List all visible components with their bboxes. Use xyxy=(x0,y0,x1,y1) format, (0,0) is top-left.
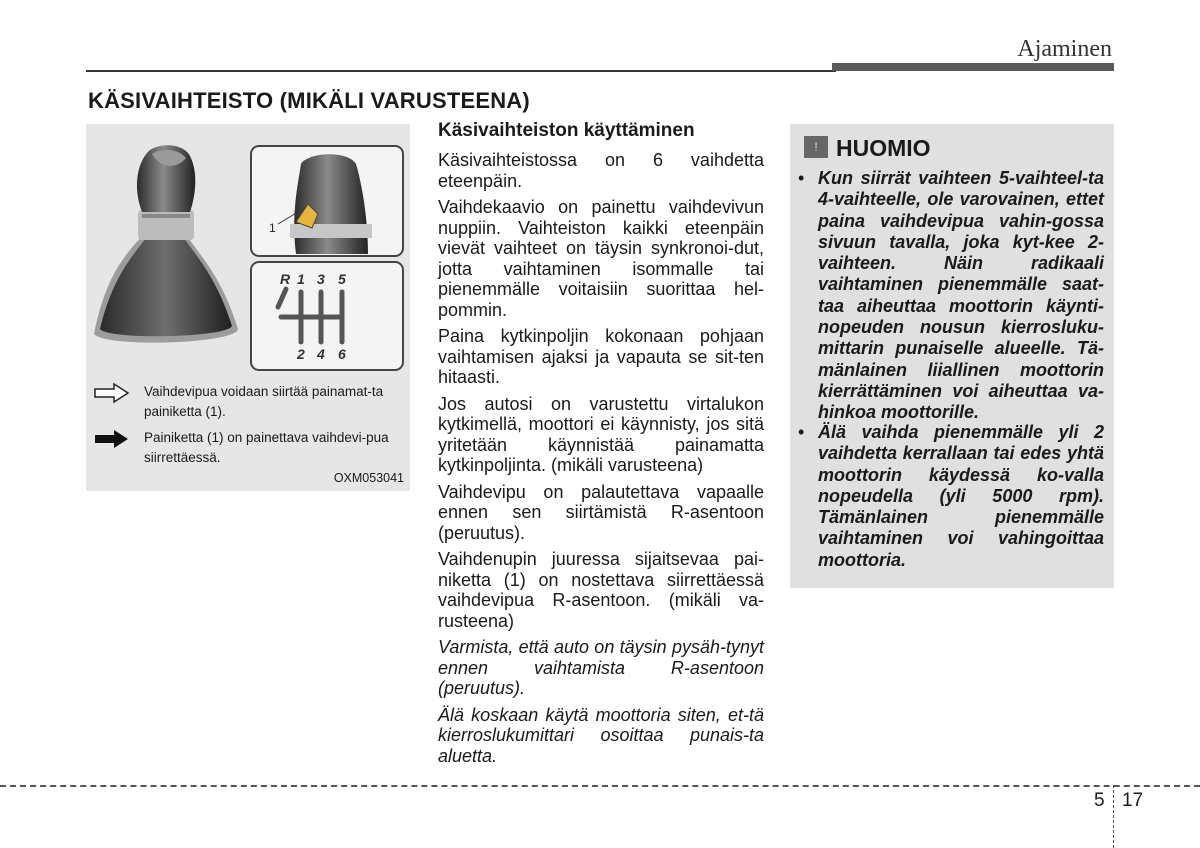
figure xyxy=(86,124,410,491)
warning-paragraph: Älä koskaan käytä moottoria siten, et-tä kierroslukumittari osoittaa punais-ta aluetta. xyxy=(438,704,764,766)
button-detail-inset xyxy=(251,146,403,256)
callout-number: 1 xyxy=(269,221,276,235)
shift-pattern-inset xyxy=(251,262,403,370)
footer-divider xyxy=(1113,785,1114,848)
page-number: 17 xyxy=(1122,790,1144,811)
caution-item-text: Kun siirrät vaihteen 5-vaihteel-ta 4-vaihteelle, ole varovainen, ettet paina vaihdevipua vahin-gossa sivuun tavalla, joka kyt-kee 2-vaihteen. Näin radikaali vaihtaminen pienemmälle saat-taa aiheuttaa moottorin käynti-nopeuden nousun kierrosluku-mittarin punaiselle alueelle. Tä-mänlainen liiallinen moottorin kierrättäminen voi aiheuttaa va-hinkoa moottorille. xyxy=(818,168,1104,423)
subsection-heading: Käsivaihteiston käyttäminen xyxy=(438,120,695,141)
shift-label-5: 5 xyxy=(338,271,346,287)
body-text-column xyxy=(438,120,764,772)
figure-code: OXM053041 xyxy=(333,471,404,485)
shift-label-6: 6 xyxy=(338,346,346,362)
header-rule xyxy=(86,70,836,72)
caution-item-text: Älä vaihda pienemmälle yli 2 vaihdetta kerrallaan tai edes yhtä moottorin käydessä ko-valla nopeudella (yli 5000 rpm). Tämänlainen pienemmälle vaihtaminen voi vahingoittaa moottoria. xyxy=(818,422,1104,570)
paragraph: Vaihdenupin juuressa sijaitsevaa pai-niketta (1) on nostettava siirrettäessä vaihdevipua R-asentoon. (mikäli va-rusteena) xyxy=(438,549,764,631)
warning-paragraph: Varmista, että auto on täysin pysäh-tynyt ennen vaihtamista R-asentoon (peruutus). xyxy=(438,637,764,698)
bullet: • xyxy=(798,168,805,188)
outline-arrow-icon xyxy=(94,382,130,404)
paragraph: Käsivaihteistossa on 6 vaihdetta eteenpäin. xyxy=(438,150,764,191)
paragraph: Vaihdekaavio on painettu vaihdevivun nuppiin. Vaihteiston kaikki eteenpäin vievät vaihteet on täysin synkronoi-dut, jotta vaihtaminen isommalle tai pienemmälle voitaisiin suorittaa hel-pommin. xyxy=(438,197,764,320)
caution-title: HUOMIO xyxy=(836,135,931,161)
chapter-number: 5 xyxy=(1094,790,1105,811)
shift-label-r: R xyxy=(280,271,291,287)
header-rule-accent xyxy=(832,63,1114,71)
bullet: • xyxy=(798,422,805,442)
shift-label-1: 1 xyxy=(297,271,305,287)
paragraph: Vaihdevipu on palautettava vapaalle ennen sen siirtämistä R-asentoon (peruutus). xyxy=(438,481,764,543)
section-title: KÄSIVAIHTEISTO (MIKÄLI VARUSTEENA) xyxy=(88,88,530,113)
solid-arrow-icon xyxy=(94,428,130,450)
paragraph: Paina kytkinpoljin kokonaan pohjaan vaihtamisen ajaksi ja vapauta se sit-ten hitaasti. xyxy=(438,326,764,387)
shift-label-3: 3 xyxy=(317,271,325,287)
caution-item xyxy=(798,168,1104,424)
paragraph: Jos autosi on varustettu virtalukon kytkimellä, moottori ei käynnisty, jos sitä yritetään käynnistää painamatta kytkinpoljinta. (mikäli varusteena) xyxy=(438,393,764,475)
running-head: Ajaminen xyxy=(1017,36,1112,62)
shift-label-2: 2 xyxy=(297,346,305,362)
caution-item xyxy=(798,422,1104,571)
gear-knob-main xyxy=(94,145,238,342)
legend-text: Vaihdevipua voidaan siirtää painamat-ta painiketta (1). xyxy=(144,384,384,419)
footer-rule xyxy=(0,785,1200,787)
caution-icon: ! xyxy=(804,136,828,158)
legend-text: Painiketta (1) on painettava vaihdevi-pua siirrettäessä. xyxy=(144,430,389,465)
caution-box xyxy=(790,124,1114,588)
shift-label-4: 4 xyxy=(317,346,325,362)
